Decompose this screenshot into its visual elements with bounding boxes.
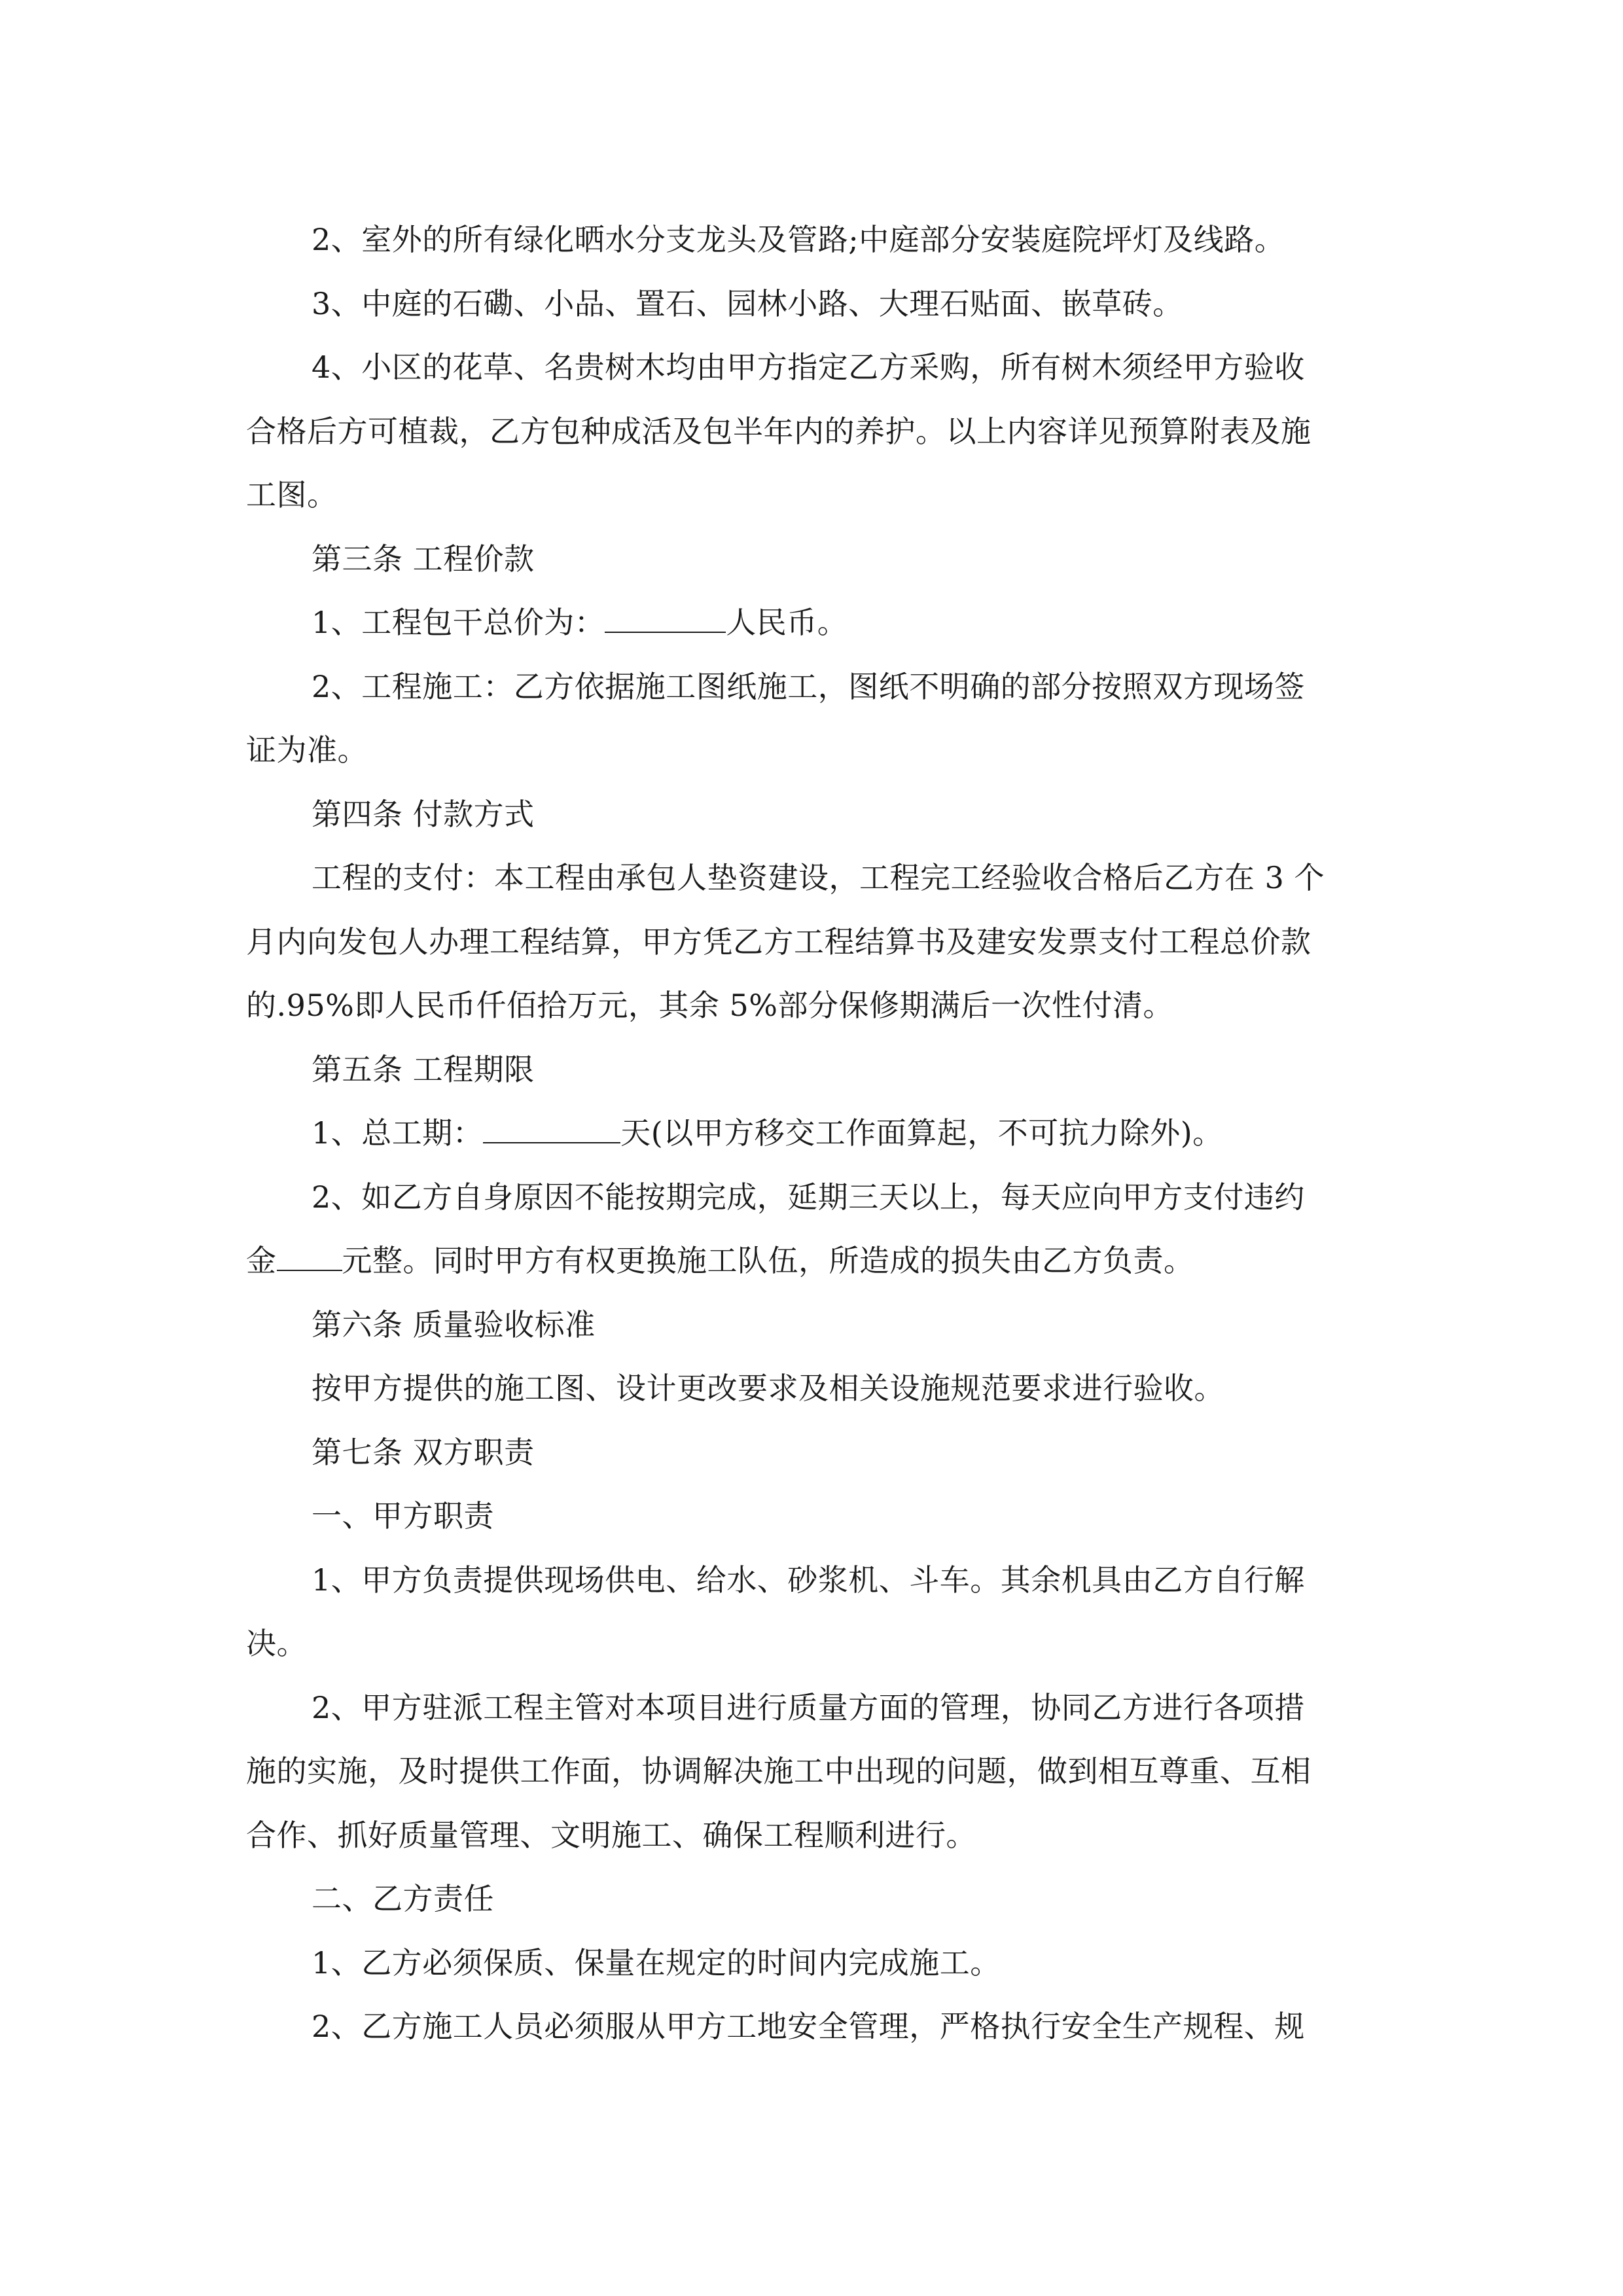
line-text: 1、工程包干总价为： <box>312 605 605 640</box>
line-text: 1、总工期： <box>312 1115 484 1151</box>
line-text: 金 <box>246 1243 277 1278</box>
paragraph-line: 2、工程施工：乙方依据施工图纸施工，图纸不明确的部分按照双方现场签 <box>312 668 1305 704</box>
paragraph-line: 合作、抓好质量管理、文明施工、确保工程顺利进行。 <box>246 1817 976 1853</box>
paragraph-line: 证为准。 <box>246 732 368 768</box>
section-heading: 第五条 工程期限 <box>312 1051 535 1087</box>
line-text: 人民币。 <box>726 605 848 640</box>
line-text: 元整。同时甲方有权更换施工队伍，所造成的损失由乙方负责。 <box>342 1243 1194 1278</box>
paragraph-line: 合格后方可植裁，乙方包种成活及包半年内的养护。以上内容详见预算附表及施 <box>246 413 1311 449</box>
paragraph-line <box>246 1229 1377 1293</box>
subsection-heading: 一、甲方职责 <box>312 1498 494 1534</box>
paragraph-line: 工图。 <box>246 477 338 512</box>
paragraph-line: 2、乙方施工人员必须服从甲方工地安全管理，严格执行安全生产规程、规 <box>312 2009 1305 2044</box>
paragraph-line: 2、甲方驻派工程主管对本项目进行质量方面的管理，协同乙方进行各项措 <box>312 1689 1305 1725</box>
section-heading: 第七条 双方职责 <box>312 1434 535 1470</box>
paragraph-line: 按甲方提供的施工图、设计更改要求及相关设施规范要求进行验收。 <box>312 1371 1224 1406</box>
paragraph-line: 月内向发包人办理工程结算，甲方凭乙方工程结算书及建安发票支付工程总价款 <box>246 924 1311 960</box>
paragraph-line: 的.95%即人民币仟佰拾万元，其余 5%部分保修期满后一次性付清。 <box>246 988 1173 1023</box>
fill-in-blank <box>483 1117 620 1143</box>
subsection-heading: 二、乙方责任 <box>312 1881 494 1916</box>
section-heading: 第六条 质量验收标准 <box>312 1306 596 1342</box>
paragraph-line <box>246 591 1377 655</box>
paragraph-line <box>246 1102 1377 1166</box>
line-text: 天(以甲方移交工作面算起，不可抗力除外)。 <box>620 1115 1223 1151</box>
fill-in-blank <box>605 607 726 633</box>
section-heading: 第四条 付款方式 <box>312 796 535 832</box>
paragraph-line: 2、室外的所有绿化晒水分支龙头及管路;中庭部分安装庭院坪灯及线路。 <box>312 222 1285 257</box>
paragraph-line: 3、中庭的石磡、小品、置石、园林小路、大理石贴面、嵌草砖。 <box>312 285 1183 321</box>
paragraph-line: 决。 <box>246 1626 307 1661</box>
section-heading: 第三条 工程价款 <box>312 541 535 577</box>
paragraph-line: 2、如乙方自身原因不能按期完成，延期三天以上，每天应向甲方支付违约 <box>312 1179 1305 1215</box>
fill-in-blank <box>277 1245 342 1271</box>
paragraph-line: 施的实施，及时提供工作面，协调解决施工中出现的问题，做到相互尊重、互相 <box>246 1753 1311 1789</box>
document-body <box>246 208 1377 2059</box>
paragraph-line: 4、小区的花草、名贵树木均由甲方指定乙方采购，所有树木须经甲方验收 <box>312 350 1305 385</box>
paragraph-line: 1、乙方必须保质、保量在规定的时间内完成施工。 <box>312 1945 1001 1981</box>
paragraph-line: 1、甲方负责提供现场供电、给水、砂浆机、斗车。其余机具由乙方自行解 <box>312 1562 1305 1598</box>
paragraph-line: 工程的支付：本工程由承包人垫资建设，工程完工经验收合格后乙方在 3 个 <box>312 860 1325 895</box>
